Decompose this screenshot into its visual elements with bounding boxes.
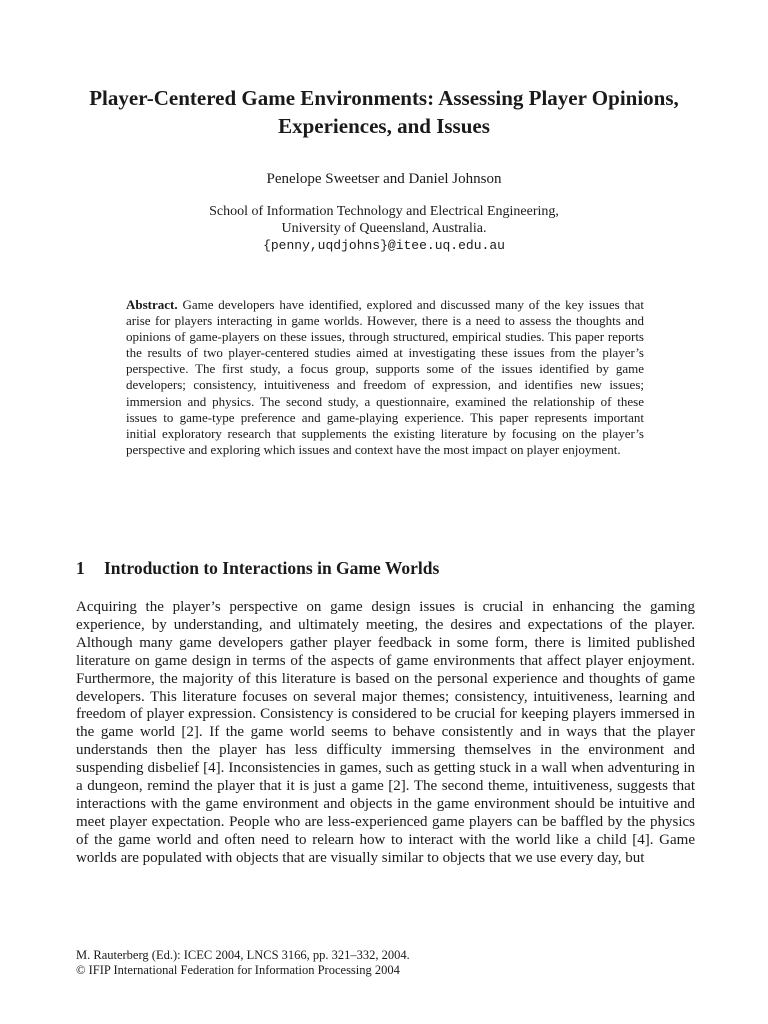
section-number: 1 bbox=[76, 558, 85, 578]
paper-title: Player-Centered Game Environments: Assessing Player Opinions, Experiences, and Issues bbox=[89, 86, 679, 138]
author-names: Penelope Sweetser and Daniel Johnson bbox=[266, 171, 502, 187]
author-email: {penny,uqdjohns}@itee.uq.edu.au bbox=[263, 238, 505, 253]
section-body-paragraph: Acquiring the player’s perspective on game design issues is crucial in enhancing the gaming experience, by understanding, and ultimately meeting, the desires and expectations of the player. Although many game developers gather player feedback in some form, there is limited published literature on game design in terms of the aspects of game environments that affect player enjoyment. Furthermore, the majority of this literature is based on the personal experience and thoughts of game developers. This literature focuses on several major themes; consistency, intuitiveness, learning and freedom of player expression. Consistency is considered to be crucial for keeping players immersed in the game world [2]. If the game world seems to behave consistently and in ways that the player understands then the player has less difficulty immersing themselves in the environment and suspending disbelief [4]. Inconsistencies in games, such as getting stuck in a wall when adventuring in a dungeon, remind the player that it is just a game [2]. The second theme, intuitiveness, suggests that interactions with the game environment and objects in the game environment should be intuitive and meet player expectation. People who are less-experienced game players can be baffled by the physics of the game world and often need to relearn how to interact with the world like a child [4]. Game worlds are populated with objects that are visually similar to objects that we use every day, but bbox=[76, 599, 695, 866]
abstract-label: Abstract. bbox=[126, 297, 178, 312]
abstract-paragraph bbox=[126, 297, 644, 458]
section-title: Introduction to Interactions in Game Worlds bbox=[104, 558, 440, 578]
affiliation-university: University of Queensland, Australia. bbox=[281, 221, 487, 236]
page-footer bbox=[76, 948, 696, 978]
section-heading bbox=[76, 556, 696, 580]
footer-citation: M. Rauterberg (Ed.): ICEC 2004, LNCS 3166, pp. 321–332, 2004. bbox=[76, 948, 410, 962]
abstract-text: Game developers have identified, explored and discussed many of the key issues that arise for players interacting in game worlds. However, there is a need to assess the thoughts and opinions of game-players on these issues, through structured, empirical studies. This paper reports the results of two player-centered studies aimed at investigating these issues from the player’s perspective. The first study, a focus group, supports some of the issues identified by game developers; consistency, intuitiveness and freedom of expression, and identifies new issues; immersion and physics. The second study, a questionnaire, examined the relationship of these issues to game-type preference and game-playing experience. This paper represents important initial exploratory research that supplements the existing literature by focusing on the player’s perspective and exploring which issues and context have the most impact on player enjoyment. bbox=[126, 297, 645, 457]
footer-copyright: © IFIP International Federation for Information Processing 2004 bbox=[76, 963, 400, 977]
affiliation-block bbox=[60, 203, 708, 254]
affiliation-school: School of Information Technology and Electrical Engineering, bbox=[209, 204, 559, 219]
